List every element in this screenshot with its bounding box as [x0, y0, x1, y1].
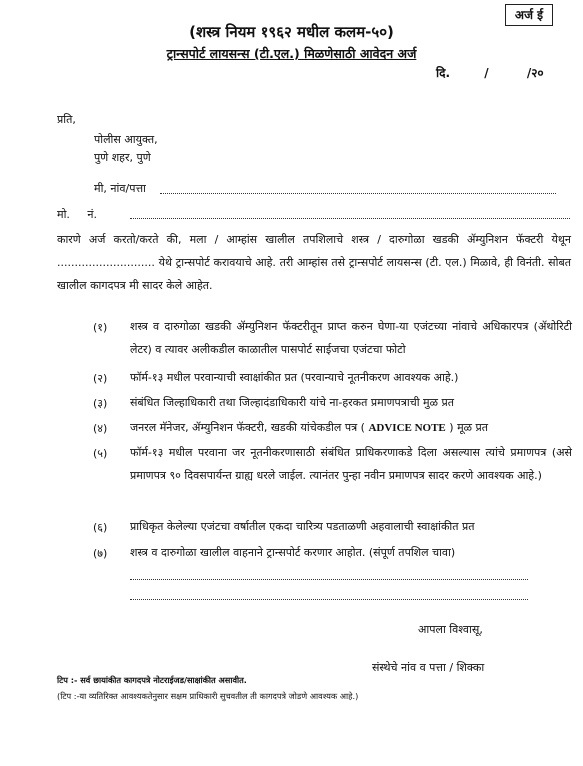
applicant-blank-line[interactable]	[160, 193, 556, 194]
date-label: दि.	[436, 66, 451, 80]
item-1-number: (१)	[93, 321, 108, 334]
date-separator-2: /२०	[526, 66, 544, 80]
mobile-blank-line[interactable]	[130, 218, 570, 219]
addressee-line-1: पोलीस आयुक्त,	[94, 133, 158, 146]
item-4-text	[130, 416, 572, 440]
item-5-number: (५)	[93, 447, 108, 460]
applicant-label: मी, नांव/पत्ता	[94, 182, 146, 195]
form-subtitle	[0, 45, 583, 62]
form-badge: अर्ज ई	[505, 4, 553, 26]
closing-salutation: आपला विश्वासू,	[418, 623, 483, 636]
item-4-text-after: ) मूळ प्रत	[445, 421, 489, 434]
item-4-number: (४)	[93, 422, 108, 435]
advice-note-label: ADVICE NOTE	[368, 422, 446, 434]
item-4-text-before: जनरल मॅनेजर, ॲम्युनिशन फॅक्टरी, खडकी यांचेकडील पत्र (	[130, 421, 369, 434]
item-6-text: प्राधिकृत केलेल्या एजंटचा वर्षातील एकदा चारित्र्य पडताळणी अहवालाची स्वाक्षांकीत प्रत	[130, 520, 475, 533]
signature-label: संस्थेचे नांव व पत्ता / शिक्का	[372, 661, 485, 674]
item-7-number: (७)	[93, 547, 108, 560]
item-2-text: फॉर्म-१३ मधील परवान्याची स्वाक्षांकीत प्रत (परवान्याचे नूतनीकरण आवश्यक आहे.)	[130, 371, 459, 384]
to-label: प्रति,	[57, 113, 76, 126]
mobile-label: मो. नं.	[57, 208, 98, 221]
date-line	[436, 64, 544, 81]
note-line-1: टिप :- सर्व छायांकीत कागदपत्रे नोटराईजड/साक्षांकीत असावीत.	[57, 675, 247, 685]
vehicle-details-line-1[interactable]	[130, 579, 528, 580]
item-6-number: (६)	[93, 521, 108, 534]
date-separator-1: /	[484, 66, 489, 80]
item-2-number: (२)	[93, 372, 108, 385]
vehicle-details-line-2[interactable]	[130, 599, 528, 600]
item-7-text: शस्त्र व दारुगोळा खालील वाहनाने ट्रान्सपोर्ट करणार आहोत. (संपूर्ण तपशिल चावा)	[130, 546, 456, 559]
addressee-line-2: पुणे शहर, पुणे	[94, 151, 151, 164]
form-title: (शस्त्र नियम १९६२ मधील कलम-५०)	[189, 23, 394, 41]
item-3-text: संबंधित जिल्हाधिकारी तथा जिल्हादंडाधिकारी यांचे ना-हरकत प्रमाणपत्राची मुळ प्रत	[130, 396, 455, 409]
note-line-2: (टिप :-या व्यतिरिक्त आवश्यकतेनुसार सक्षम प्राधिकारी सुचवतील ती कागदपत्रे जोडणे आवश्यक आहे.)	[57, 691, 359, 701]
form-subtitle-text: ट्रान्सपोर्ट लायसन्स (टी.एल.) मिळणेसाठी आवेदन अर्ज	[166, 46, 417, 61]
body-paragraph: कारणे अर्ज करतो/करते की, मला / आम्हांस खालील तपशिलाचे शस्त्र / दारुगोळा खडकी ॲम्युनिशन फॅक्टरी येथून ............................ येथे ट्रान्सपोर्ट करावयाचे आहे. तरी आम्हांस तसे ट्रान्सपोर्ट लायसन्स (टी. एल.) मिळावे, ही विनंती. सोबत खालील कागदपत्र मी सादर केले आहेत.	[57, 233, 571, 292]
item-5-text: फॉर्म-१३ मधील परवाना जर नूतनीकरणासाठी संबंधित प्राधिकरणाकडे दिला असल्यास त्यांचे प्रमाणपत्र (असे प्रमाणपत्र ९० दिवसपार्यन्त ग्राह्य धरले जाईल. त्यानंतर पुन्हा नवीन प्रमाणपत्र सादर करणे आवश्यक आहे.)	[130, 446, 572, 482]
item-3-number: (३)	[93, 397, 108, 410]
item-1-text: शस्त्र व दारुगोळा खडकी ॲम्युनिशन फॅक्टरीतून प्राप्त करुन घेणा-या एजंटच्या नांवाचे अधिकारपत्र (ॲथोरिटी लेटर) व त्यावर अलीकडील काळातील पासपोर्ट साईजचा एजंटचा फोटो	[130, 320, 572, 356]
